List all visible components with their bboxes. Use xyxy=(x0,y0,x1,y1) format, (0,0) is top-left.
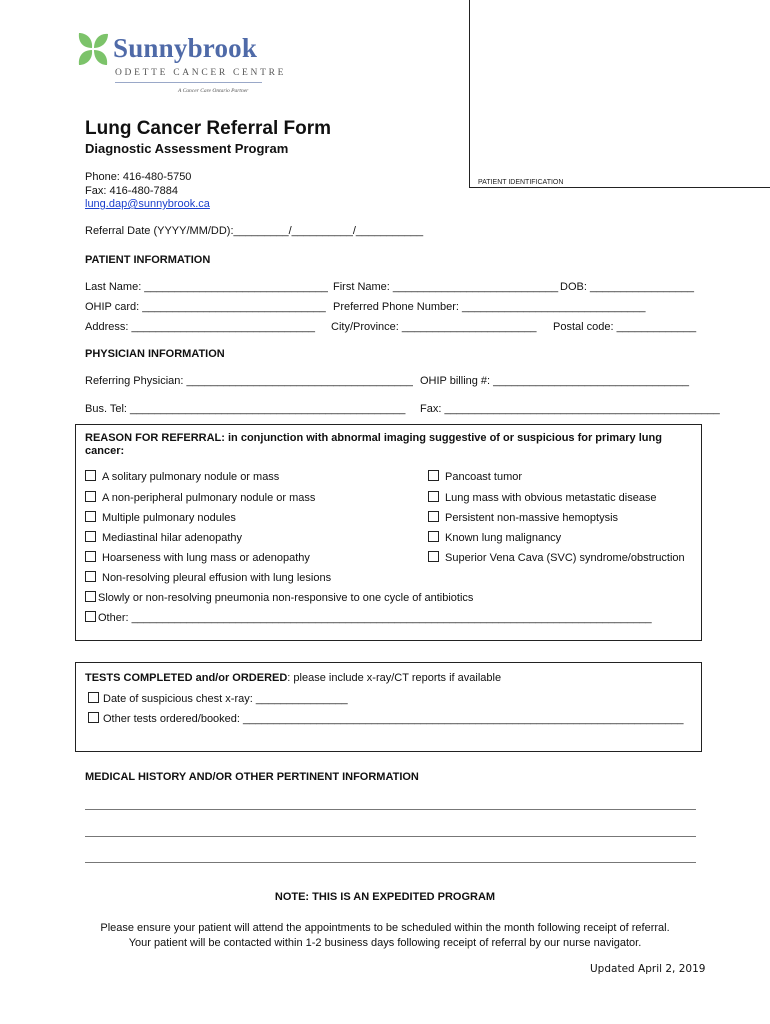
reason-item[interactable]: Non-resolving pleural effusion with lung lesions xyxy=(85,571,331,584)
checkbox[interactable] xyxy=(85,551,96,562)
medical-history-line[interactable] xyxy=(85,862,696,863)
page-subtitle: Diagnostic Assessment Program xyxy=(85,141,289,156)
page-title: Lung Cancer Referral Form xyxy=(85,118,331,139)
reason-item[interactable]: Multiple pulmonary nodules xyxy=(85,511,236,524)
patient-info-heading: PATIENT INFORMATION xyxy=(85,254,211,266)
checkbox[interactable] xyxy=(428,470,439,481)
contact-email-link[interactable]: lung.dap@sunnybrook.ca xyxy=(85,198,210,210)
reason-item[interactable]: Known lung malignancy xyxy=(428,531,561,544)
checkbox[interactable] xyxy=(428,551,439,562)
medical-history-heading: MEDICAL HISTORY AND/OR OTHER PERTINENT INFORMATION xyxy=(85,771,419,783)
last-name-field[interactable]: Last Name: ______________________________ xyxy=(85,281,328,293)
physician-fax-field[interactable]: Fax: _____________________________________________ xyxy=(420,403,720,415)
reason-item[interactable]: Hoarseness with lung mass or adenopathy xyxy=(85,551,310,564)
checkbox[interactable] xyxy=(85,591,96,602)
note-line-2: Your patient will be contacted within 1-2 business days following receipt of referral by our nurse navigator. xyxy=(128,937,642,949)
checkbox[interactable] xyxy=(85,611,96,622)
ohip-billing-field[interactable]: OHIP billing #: ________________________________ xyxy=(420,375,689,387)
test-item[interactable]: Date of suspicious chest x-ray: _______________ xyxy=(88,692,348,705)
patient-identification-label: PATIENT IDENTIFICATION xyxy=(478,179,564,186)
test-item[interactable]: Other tests ordered/booked: ________________________________________________________________________ xyxy=(88,712,684,725)
reason-item[interactable]: Persistent non-massive hemoptysis xyxy=(428,511,618,524)
reason-item[interactable]: A solitary pulmonary nodule or mass xyxy=(85,470,279,483)
checkbox[interactable] xyxy=(85,571,96,582)
sunnybrook-leaf-logo-icon xyxy=(76,31,110,67)
checkbox[interactable] xyxy=(88,692,99,703)
referral-date-field[interactable]: Referral Date (YYYY/MM/DD):_________/__________/___________ xyxy=(85,225,424,237)
first-name-field[interactable]: First Name: ___________________________ xyxy=(333,281,559,293)
city-province-field[interactable]: City/Province: ______________________ xyxy=(331,321,537,333)
reason-heading: REASON FOR REFERRAL: in conjunction with abnormal imaging suggestive of or suspicious for primary lung cancer: xyxy=(85,432,662,457)
ohip-card-field[interactable]: OHIP card: ______________________________ xyxy=(85,301,326,313)
checkbox[interactable] xyxy=(85,531,96,542)
referring-physician-field[interactable]: Referring Physician: _____________________________________ xyxy=(85,375,413,387)
reason-item[interactable]: Pancoast tumor xyxy=(428,470,522,483)
bus-tel-field[interactable]: Bus. Tel: _____________________________________________ xyxy=(85,403,406,415)
logo-subtitle: ODETTE CANCER CENTRE xyxy=(115,68,287,78)
logo-divider xyxy=(115,82,262,83)
reason-item[interactable]: Slowly or non-resolving pneumonia non-responsive to one cycle of antibiotics xyxy=(85,591,473,604)
postal-code-field[interactable]: Postal code: _____________ xyxy=(553,321,697,333)
reason-item[interactable]: Mediastinal hilar adenopathy xyxy=(85,531,242,544)
checkbox[interactable] xyxy=(428,511,439,522)
note-line-1: Please ensure your patient will attend the appointments to be scheduled within the month following receipt of referral. xyxy=(100,922,670,934)
dob-field[interactable]: DOB: _________________ xyxy=(560,281,694,293)
logo-name: Sunnybrook xyxy=(113,33,258,63)
checkbox[interactable] xyxy=(85,470,96,481)
checkbox[interactable] xyxy=(428,531,439,542)
note-heading: NOTE: THIS IS AN EXPEDITED PROGRAM xyxy=(274,891,496,903)
reason-item[interactable]: A non-peripheral pulmonary nodule or mass xyxy=(85,491,315,504)
footer-updated-date: Updated April 2, 2019 xyxy=(590,963,706,975)
contact-phone: Phone: 416-480-5750 xyxy=(85,171,192,183)
contact-fax: Fax: 416-480-7884 xyxy=(85,185,178,197)
logo-tagline: A Cancer Care Ontario Partner xyxy=(178,88,249,94)
reason-other-item[interactable]: Other: _____________________________________________________________________________________ xyxy=(85,611,652,624)
medical-history-line[interactable] xyxy=(85,836,696,837)
address-field[interactable]: Address: ______________________________ xyxy=(85,321,315,333)
checkbox[interactable] xyxy=(85,511,96,522)
preferred-phone-field[interactable]: Preferred Phone Number: ______________________________ xyxy=(333,301,646,313)
checkbox[interactable] xyxy=(88,712,99,723)
checkbox[interactable] xyxy=(428,491,439,502)
medical-history-line[interactable] xyxy=(85,809,696,810)
patient-identification-box[interactable] xyxy=(469,0,770,188)
reason-item[interactable]: Lung mass with obvious metastatic disease xyxy=(428,491,657,504)
physician-info-heading: PHYSICIAN INFORMATION xyxy=(85,348,225,360)
reason-item[interactable]: Superior Vena Cava (SVC) syndrome/obstruction xyxy=(428,551,685,564)
checkbox[interactable] xyxy=(85,491,96,502)
tests-heading: TESTS COMPLETED and/or ORDERED: please include x-ray/CT reports if available xyxy=(85,672,502,684)
